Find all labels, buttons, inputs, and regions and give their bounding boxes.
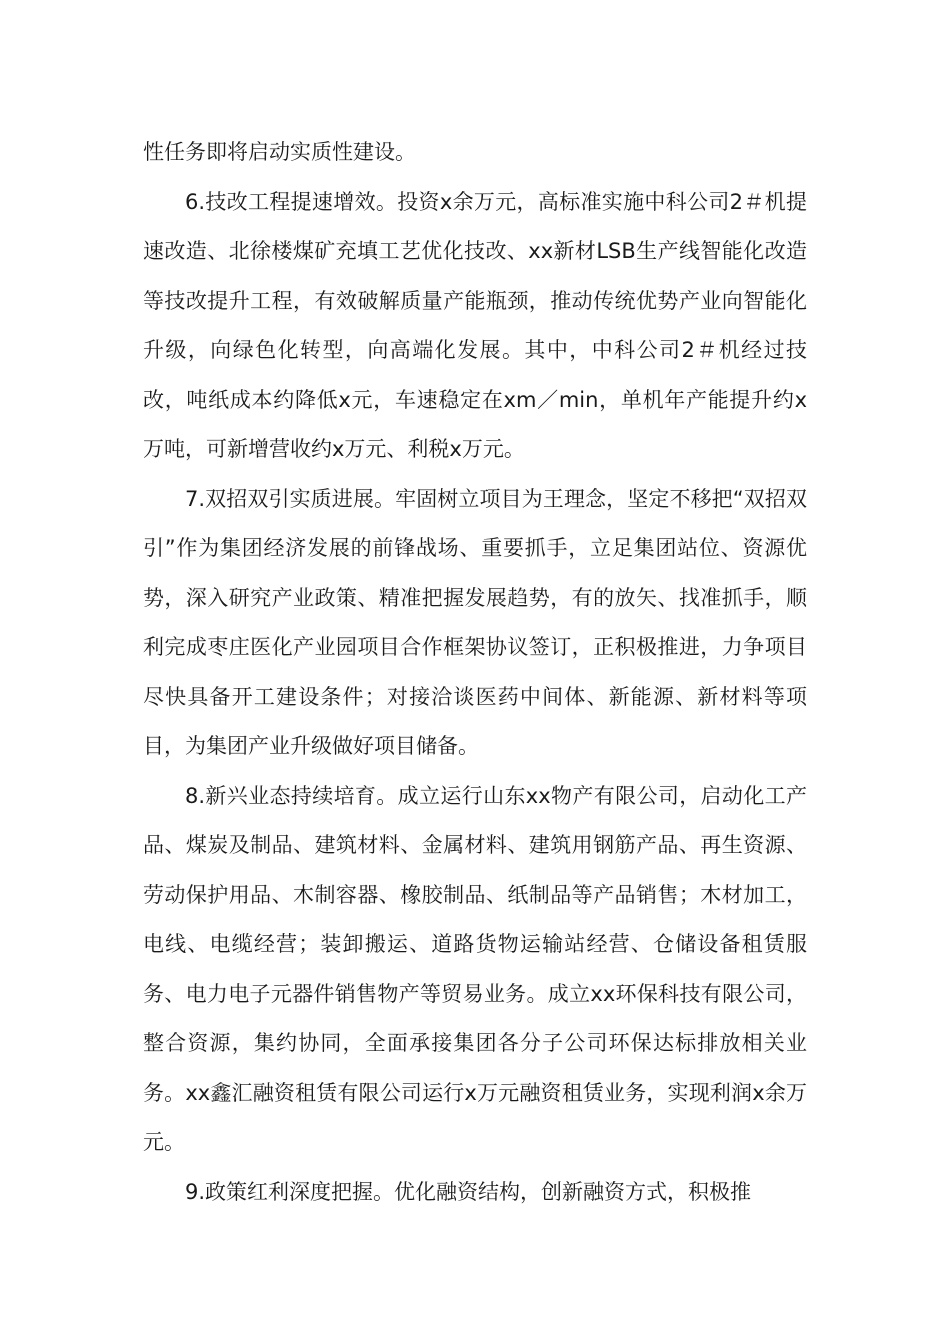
- paragraph-8-new-business: 8.新兴业态持续培育。成立运行山东xx物产有限公司，启动化工产品、煤炭及制品、建筑材料、金属材料、建筑用钢筋产品、再生资源、劳动保护用品、木制容器、橡胶制品、纸制品等产品销售；木材加工，电线、电缆经营；装卸搬运、道路货物运输站经营、仓储设备租赁服务、电力电子元器件销售物产等贸易业务。成立xx环保科技有限公司，整合资源，集约协同，全面承接集团各分子公司环保达标排放相关业务。xx鑫汇融资租赁有限公司运行x万元融资租赁业务，实现利润x余万元。: [143, 783, 807, 1154]
- paragraph-continuation: 性任务即将启动实质性建设。: [143, 140, 416, 164]
- paragraph-9-policy: 9.政策红利深度把握。优化融资结构，创新融资方式，积极推: [185, 1179, 752, 1204]
- body-text: [143, 128, 807, 1217]
- paragraph-7-investment-attraction: 7.双招双引实质进展。牢固树立项目为王理念，坚定不移把“双招双引”作为集团经济发展的前锋战场、重要抓手，立足集团站位、资源优势，深入研究产业政策、精准把握发展趋势，有的放矢、找准抓手，顺利完成枣庄医化产业园项目合作框架协议签订，正积极推进，力争项目尽快具备开工建设条件；对接洽谈医药中间体、新能源、新材料等项目，为集团产业升级做好项目储备。: [143, 486, 807, 758]
- paragraph-6-tech-upgrade: 6.技改工程提速增效。投资x余万元，高标准实施中科公司2＃机提速改造、北徐楼煤矿充填工艺优化技改、xx新材LSB生产线智能化改造等技改提升工程，有效破解质量产能瓶颈，推动传统优势产业向智能化升级，向绿色化转型，向高端化发展。其中，中科公司2＃机经过技改，吨纸成本约降低x元，车速稳定在xm／min，单机年产能提升约x万吨，可新增营收约x万元、利税x万元。: [143, 189, 807, 461]
